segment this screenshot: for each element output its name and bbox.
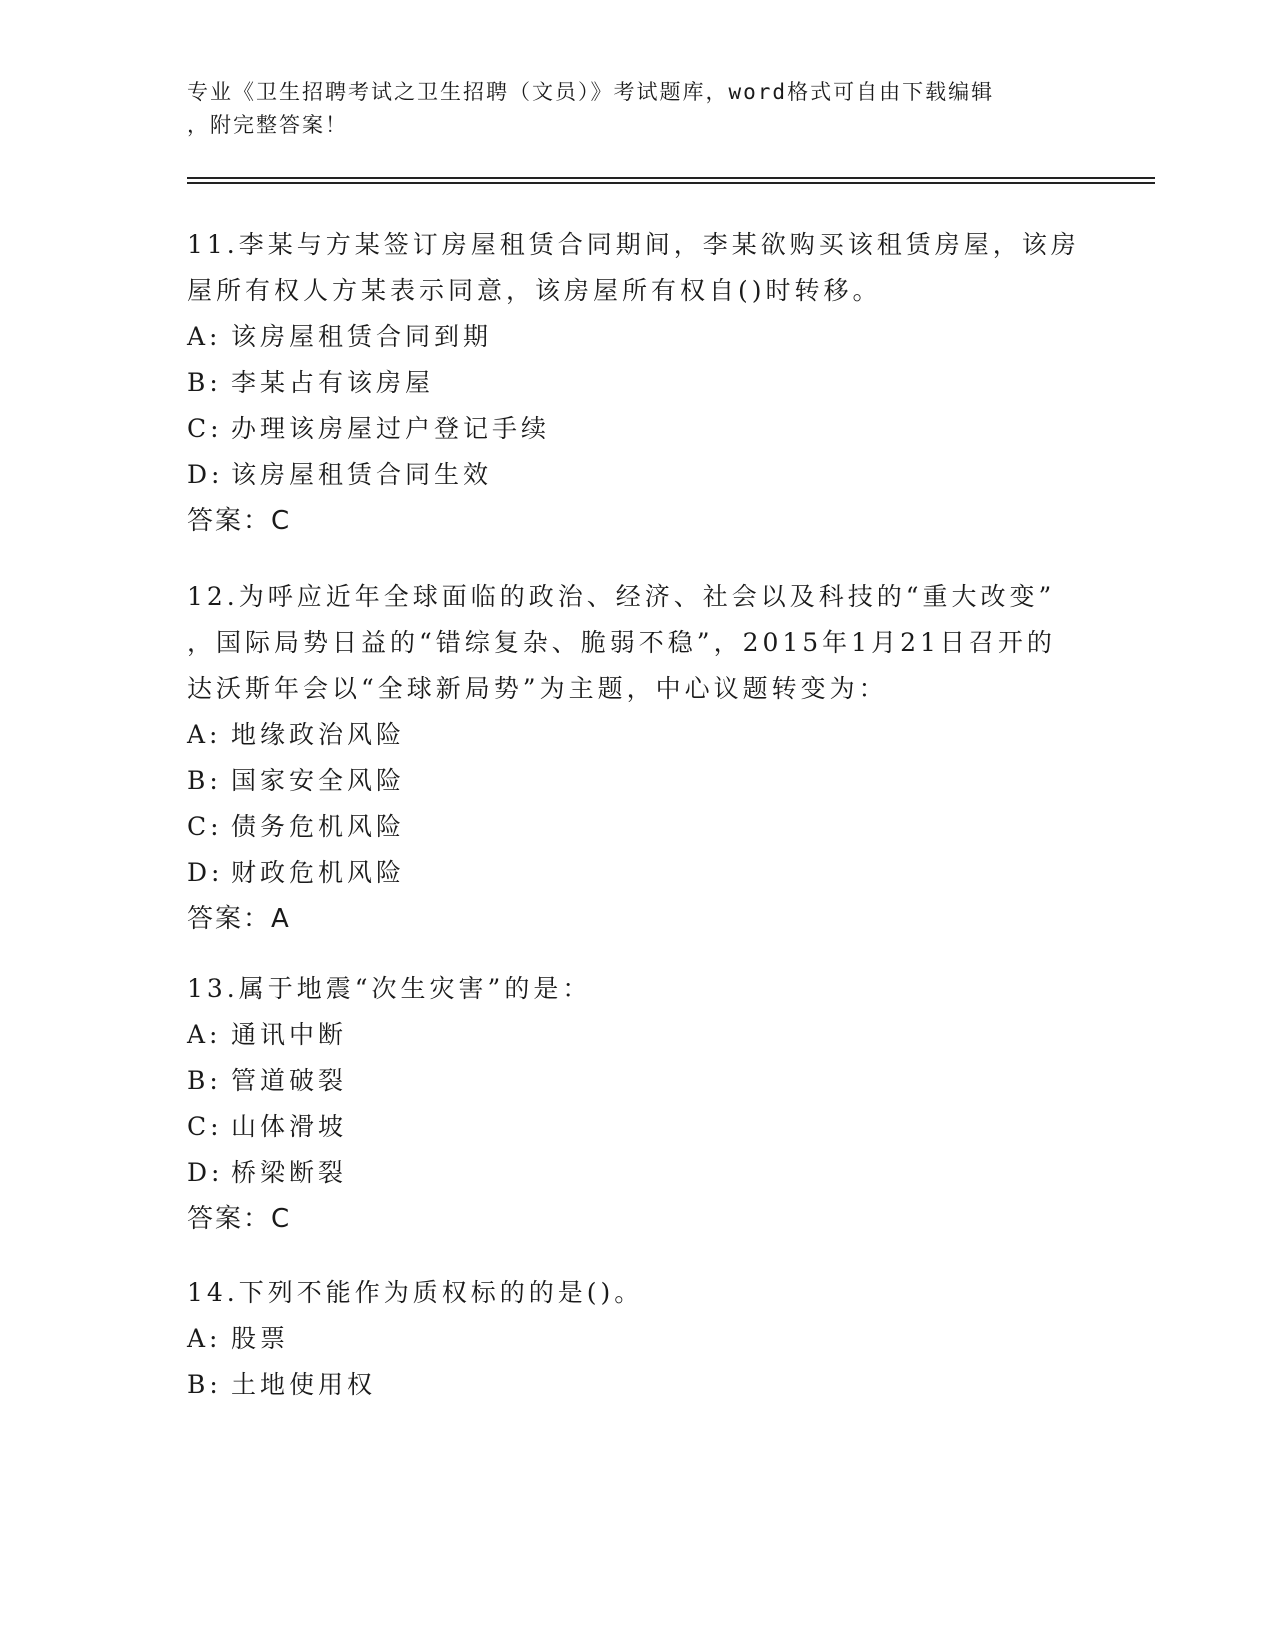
answer: 答案：C <box>187 1204 292 1234</box>
option-c <box>187 406 1087 452</box>
option-a <box>187 712 1087 758</box>
option-text: 国家安全风险 <box>231 766 406 795</box>
option-text: 桥梁断裂 <box>231 1158 348 1187</box>
stem-line: 13.属于地震“次生灾害”的是： <box>187 974 592 1003</box>
option-a <box>187 1316 1087 1362</box>
option-b <box>187 758 1087 804</box>
question-stem <box>187 574 1087 712</box>
option-text: 地缘政治风险 <box>231 720 406 749</box>
header-line-2: ，附完整答案！ <box>187 113 348 137</box>
option-label: A: <box>187 1324 222 1353</box>
question-stem <box>187 1270 1087 1316</box>
option-text: 财政危机风险 <box>231 858 406 887</box>
document-header <box>187 76 1067 142</box>
option-text: 土地使用权 <box>231 1370 377 1399</box>
question-stem <box>187 222 1087 314</box>
option-label: C: <box>187 414 223 443</box>
option-b <box>187 360 1087 406</box>
question-13 <box>187 966 1087 1242</box>
option-label: A: <box>187 322 222 351</box>
option-b <box>187 1362 1087 1408</box>
option-c <box>187 1104 1087 1150</box>
stem-line: ，国际局势日益的“错综复杂、脆弱不稳”，2015年1月21日召开的 <box>187 628 1056 657</box>
header-line-1: 专业《卫生招聘考试之卫生招聘（文员）》考试题库，word格式可自由下载编辑 <box>187 80 995 104</box>
option-text: 管道破裂 <box>231 1066 348 1095</box>
option-b <box>187 1058 1087 1104</box>
question-14 <box>187 1270 1087 1408</box>
option-text: 通讯中断 <box>231 1020 348 1049</box>
option-label: A: <box>187 720 222 749</box>
stem-line: 11.李某与方某签订房屋租赁合同期间，李某欲购买该租赁房屋，该房 <box>187 230 1080 259</box>
option-text: 李某占有该房屋 <box>231 368 435 397</box>
option-text: 股票 <box>231 1324 290 1353</box>
answer: 答案：A <box>187 904 291 934</box>
stem-line: 达沃斯年会以“全球新局势”为主题，中心议题转变为： <box>187 674 888 703</box>
option-label: A: <box>187 1020 222 1049</box>
question-12 <box>187 574 1087 942</box>
answer: 答案：C <box>187 506 292 536</box>
option-d <box>187 452 1087 498</box>
question-11 <box>187 222 1087 544</box>
option-label: B: <box>187 368 222 397</box>
stem-line: 屋所有权人方某表示同意，该房屋所有权自()时转移。 <box>187 276 882 305</box>
option-label: B: <box>187 766 222 795</box>
option-text: 山体滑坡 <box>231 1112 348 1141</box>
stem-line: 14.下列不能作为质权标的的是()。 <box>187 1278 644 1307</box>
option-text: 办理该房屋过户登记手续 <box>231 414 551 443</box>
option-a <box>187 314 1087 360</box>
option-label: B: <box>187 1066 222 1095</box>
option-label: D: <box>187 460 224 489</box>
option-c <box>187 804 1087 850</box>
option-a <box>187 1012 1087 1058</box>
option-d <box>187 1150 1087 1196</box>
option-d <box>187 850 1087 896</box>
question-stem <box>187 966 1087 1012</box>
stem-line: 12.为呼应近年全球面临的政治、经济、社会以及科技的“重大改变” <box>187 582 1056 611</box>
option-label: D: <box>187 858 224 887</box>
option-text: 债务危机风险 <box>231 812 406 841</box>
option-text: 该房屋租赁合同到期 <box>231 322 493 351</box>
option-label: C: <box>187 1112 223 1141</box>
header-divider <box>187 177 1155 184</box>
option-label: D: <box>187 1158 224 1187</box>
option-label: C: <box>187 812 223 841</box>
option-label: B: <box>187 1370 222 1399</box>
option-text: 该房屋租赁合同生效 <box>231 460 493 489</box>
